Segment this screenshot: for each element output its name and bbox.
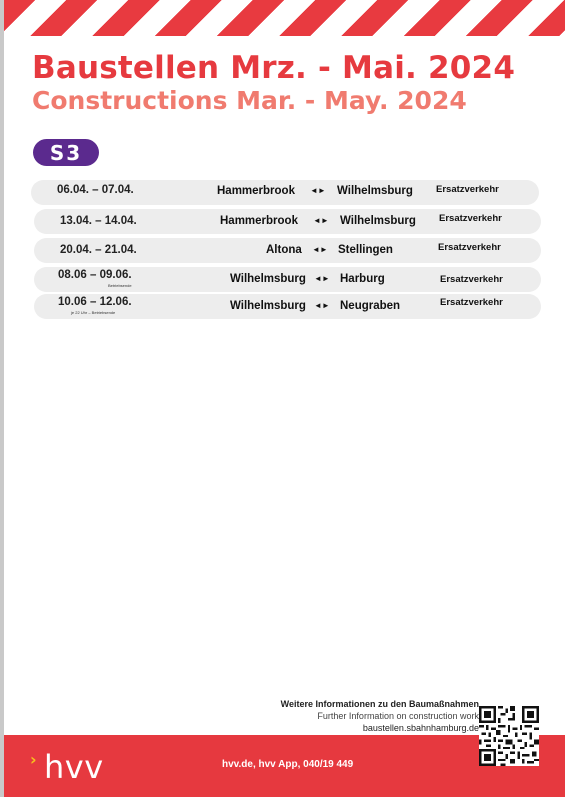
closure-note: Ersatzverkehr (436, 184, 499, 195)
hvv-logo (30, 748, 130, 786)
poster-page (4, 0, 565, 797)
direction-arrows-icon: ◄► (313, 216, 329, 225)
closure-note: Ersatzverkehr (438, 242, 501, 253)
closure-note: Ersatzverkehr (440, 297, 503, 308)
closure-time-note: je 22 Uhr – Betriebsende (71, 310, 116, 315)
title-english: Constructions Mar. - May. 2024 (32, 86, 467, 115)
closure-note: Ersatzverkehr (440, 274, 503, 285)
closure-from: Hammerbrook (217, 185, 295, 197)
qr-code-icon[interactable] (479, 706, 539, 766)
closure-from: Hammerbrook (220, 215, 298, 227)
direction-arrows-icon: ◄► (314, 274, 330, 283)
direction-arrows-icon: ◄► (310, 186, 326, 195)
logo-text: hvv (44, 748, 104, 786)
title-german: Baustellen Mrz. - Mai. 2024 (32, 50, 516, 86)
closure-row (34, 238, 541, 263)
closure-row (34, 294, 541, 319)
logo-chevron-icon: › (30, 750, 37, 769)
closure-date: 08.06 – 09.06. (58, 269, 132, 281)
closure-row (34, 267, 541, 292)
direction-arrows-icon: ◄► (312, 245, 328, 254)
closure-date: 06.04. – 07.04. (57, 184, 134, 196)
closure-from: Wilhelmsburg (230, 273, 306, 285)
closure-date: 20.04. – 21.04. (60, 244, 137, 256)
closure-time-note: Betriebsende (108, 283, 132, 288)
closure-row (31, 180, 539, 205)
direction-arrows-icon: ◄► (314, 301, 330, 310)
closure-to: Harburg (340, 273, 385, 285)
footer-contact: hvv.de, hvv App, 040/19 449 (222, 759, 354, 770)
closure-to: Neugraben (340, 300, 401, 312)
closure-date: 10.06 – 12.06. (58, 296, 132, 308)
info-url-link[interactable]: baustellen.sbahnhamburg.de (362, 723, 479, 733)
closure-date: 13.04. – 14.04. (60, 215, 137, 227)
closure-row (34, 209, 541, 234)
info-text-english: Further Information on construction work (317, 711, 479, 721)
closure-to: Stellingen (338, 244, 393, 256)
info-text-german: Weitere Informationen zu den Baumaßnahmen (280, 699, 479, 709)
closure-from: Altona (266, 244, 302, 256)
hazard-stripes (4, 0, 565, 36)
line-badge-s3: S3 (33, 139, 99, 166)
closure-note: Ersatzverkehr (439, 213, 502, 224)
closure-to: Wilhelmsburg (340, 215, 416, 227)
info-block (281, 698, 479, 734)
closure-to: Wilhelmsburg (337, 185, 413, 197)
closure-from: Wilhelmsburg (230, 300, 306, 312)
